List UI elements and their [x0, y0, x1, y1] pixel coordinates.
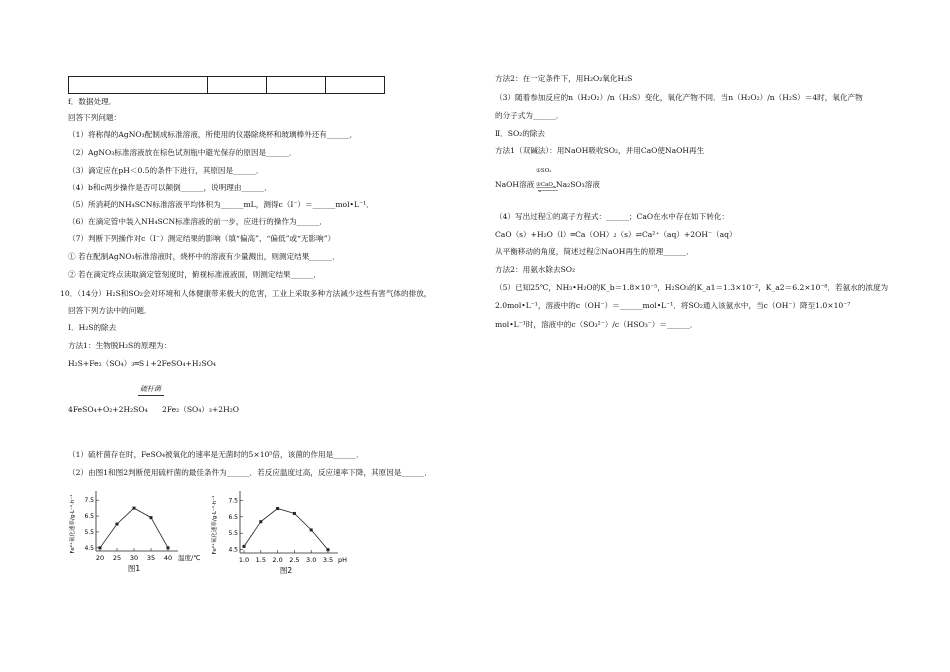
x-axis-label: pH	[338, 556, 348, 564]
table-cell	[326, 77, 385, 94]
part-1: （1）硫杆菌存在时，FeSO₄被氧化的速率是无菌时的5×10⁵倍，该菌的作用是______．	[68, 450, 364, 459]
equation-1: H₂S+Fe₂（SO₄）₃═S↓+2FeSO₄+H₂SO₄	[68, 359, 216, 368]
series-line	[244, 509, 328, 550]
x-tick-label: 40	[163, 554, 173, 562]
series-line	[100, 508, 168, 548]
reaction-arrow	[138, 395, 164, 396]
step-1-label: ①SO₂	[536, 168, 552, 174]
y-tick-label: 6.5	[84, 513, 94, 521]
question-2: （2）AgNO₃标准溶液放在棕色试剂瓶中避光保存的原因是______．	[68, 148, 297, 157]
data-point	[310, 528, 313, 531]
naoh-solution: NaOH溶液	[495, 180, 535, 189]
x-tick-label: 30	[129, 554, 139, 562]
na2so3-solution: Na₂SO₃溶液	[556, 180, 600, 189]
data-point	[293, 512, 296, 515]
table-row	[69, 77, 385, 94]
x-tick-label: 2.5	[289, 556, 300, 564]
chart-title: 图2	[279, 566, 293, 575]
x-tick-label: 1.0	[238, 556, 250, 564]
section-2-heading: Ⅱ．SO₂的除去	[495, 129, 546, 138]
figure-1-chart	[68, 483, 200, 585]
y-tick-label: 6.5	[228, 513, 238, 521]
y-axis-label: Fe²⁺氧化速率/g·L⁻¹·h⁻¹	[212, 495, 218, 555]
y-axis-label: Fe²⁺氧化速率/g·L⁻¹·h⁻¹	[70, 494, 76, 554]
table-cell	[267, 77, 326, 94]
x-tick-label: 3.5	[322, 556, 334, 564]
question-5: （5）所消耗的NH₄SCN标准溶液平均体积为______mL，测得c（I⁻）＝______mol•L⁻¹．	[68, 200, 374, 209]
y-tick-label: 5.5	[84, 528, 94, 536]
question-7b: ② 若在滴定终点读取滴定管刻度时，俯视标准液液面，则测定结果______．	[68, 270, 322, 279]
data-point	[150, 516, 153, 519]
question-r3-b: 的分子式为______．	[495, 111, 564, 120]
method-2-h2o2: 方法2：在一定条件下，用H₂O₂氧化H₂S	[495, 74, 633, 83]
question-10-stem-2: 回答下列方法中的问题．	[68, 306, 152, 315]
x-tick-label: 2.0	[272, 556, 283, 564]
data-point	[99, 546, 102, 549]
data-point	[327, 548, 330, 551]
y-tick-label: 4.5	[228, 546, 238, 554]
y-tick-label: 4.5	[84, 544, 94, 552]
method-2-ammonia: 方法2：用氨水除去SO₂	[495, 265, 576, 274]
question-r5-c: mol•L⁻¹时，溶液中的c（SO₃²⁻）/c（HSO₃⁻）＝______．	[495, 320, 698, 329]
step-2-label: ②CaO	[536, 182, 553, 188]
data-table	[68, 76, 385, 94]
question-10-stem: 10．（14分）H₂S和SO₂会对环境和人体健康带来极大的危害，工业上采取多种方法减少这些有害气体的排放，	[60, 289, 432, 298]
question-7a: ① 若在配制AgNO₃标准溶液时，烧杯中的溶液有少量溅出，则测定结果______．	[68, 252, 340, 261]
chart-title: 图1	[127, 564, 141, 573]
x-tick-label: 35	[146, 554, 156, 562]
method-1: 方法1：生物脱H₂S的原理为：	[68, 341, 172, 350]
question-1: （1）将称得的AgNO₃配制成标准溶液，所使用的仪器除烧杯和玻璃棒外还有______．	[68, 130, 358, 139]
double-alkali-method: 方法1（双碱法）：用NaOH吸收SO₂，并用CaO使NaOH再生	[495, 146, 705, 155]
f-label: f．数据处理．	[68, 97, 117, 106]
x-axis-label: 温度/℃	[178, 554, 200, 562]
data-point	[276, 507, 279, 510]
question-3: （3）滴定应在pH＜0.5的条件下进行，其原因是______．	[68, 166, 264, 175]
question-r4: （4）写出过程①的离子方程式：______；CaO在水中存在如下转化：	[495, 212, 730, 221]
question-r3-a: （3）随着参加反应的n（H₂O₂）/n（H₂S）变化，氧化产物不同．当n（H₂O₂）/n（H₂S）＝4时，氧化产物	[495, 93, 863, 102]
data-point	[259, 520, 262, 523]
y-tick-label: 7.5	[84, 497, 94, 505]
part-2: （2）由图1和图2判断使用硫杆菌的最佳条件为______．若反应温度过高，反应速率下降，其原因是______．	[68, 468, 432, 477]
section-1-heading: Ⅰ．H₂S的除去	[68, 323, 117, 332]
x-tick-label: 1.5	[255, 556, 266, 564]
intro-text: 回答下列问题：	[68, 113, 122, 122]
figure-2-chart	[210, 483, 358, 591]
cao-equation: CaO（s）+H₂O（l）═Ca（OH）₂（s）⇌Ca²⁺（aq）+2OH⁻（aq）	[495, 230, 737, 239]
y-tick-label: 7.5	[228, 497, 238, 505]
question-4: （4）b和c两步操作是否可以颠倒______，说明理由______．	[68, 183, 272, 192]
data-point	[116, 523, 119, 526]
data-point	[167, 546, 170, 549]
table-cell	[69, 77, 208, 94]
bacteria-label: 硫杆菌	[140, 385, 161, 393]
data-point	[133, 507, 136, 510]
equation-2-right: 2Fe₂（SO₄）₃+2H₂O	[162, 405, 240, 414]
question-r5-b: 2.0mol•L⁻¹，溶液中的c（OH⁻）＝______mol•L⁻¹．将SO₂通入该氨水中，当c（OH⁻）降至1.0×10⁻⁷	[495, 301, 851, 310]
regeneration-question: 从平衡移动的角度，简述过程②NaOH再生的原理______．	[495, 247, 694, 256]
question-6: （6）在滴定管中装入NH₄SCN标准溶液的前一步，应进行的操作为______．	[68, 217, 328, 226]
question-7: （7）判断下列操作对c（I⁻）测定结果的影响（填“偏高”、“偏低”或“无影响”）	[68, 234, 336, 243]
data-point	[243, 545, 246, 548]
x-tick-label: 20	[95, 554, 105, 562]
question-r5-a: （5）已知25℃，NH₃•H₂O的K_b＝1.8×10⁻⁵，H₂SO₃的K_a1＝1.3×10⁻²，K_a2＝6.2×10⁻⁸．若氨水的浓度为	[495, 283, 889, 292]
x-tick-label: 3.0	[306, 556, 317, 564]
x-tick-label: 25	[112, 554, 122, 562]
y-tick-label: 5.5	[228, 530, 238, 538]
equation-2-left: 4FeSO₄+O₂+2H₂SO₄	[68, 405, 148, 414]
table-cell	[208, 77, 267, 94]
